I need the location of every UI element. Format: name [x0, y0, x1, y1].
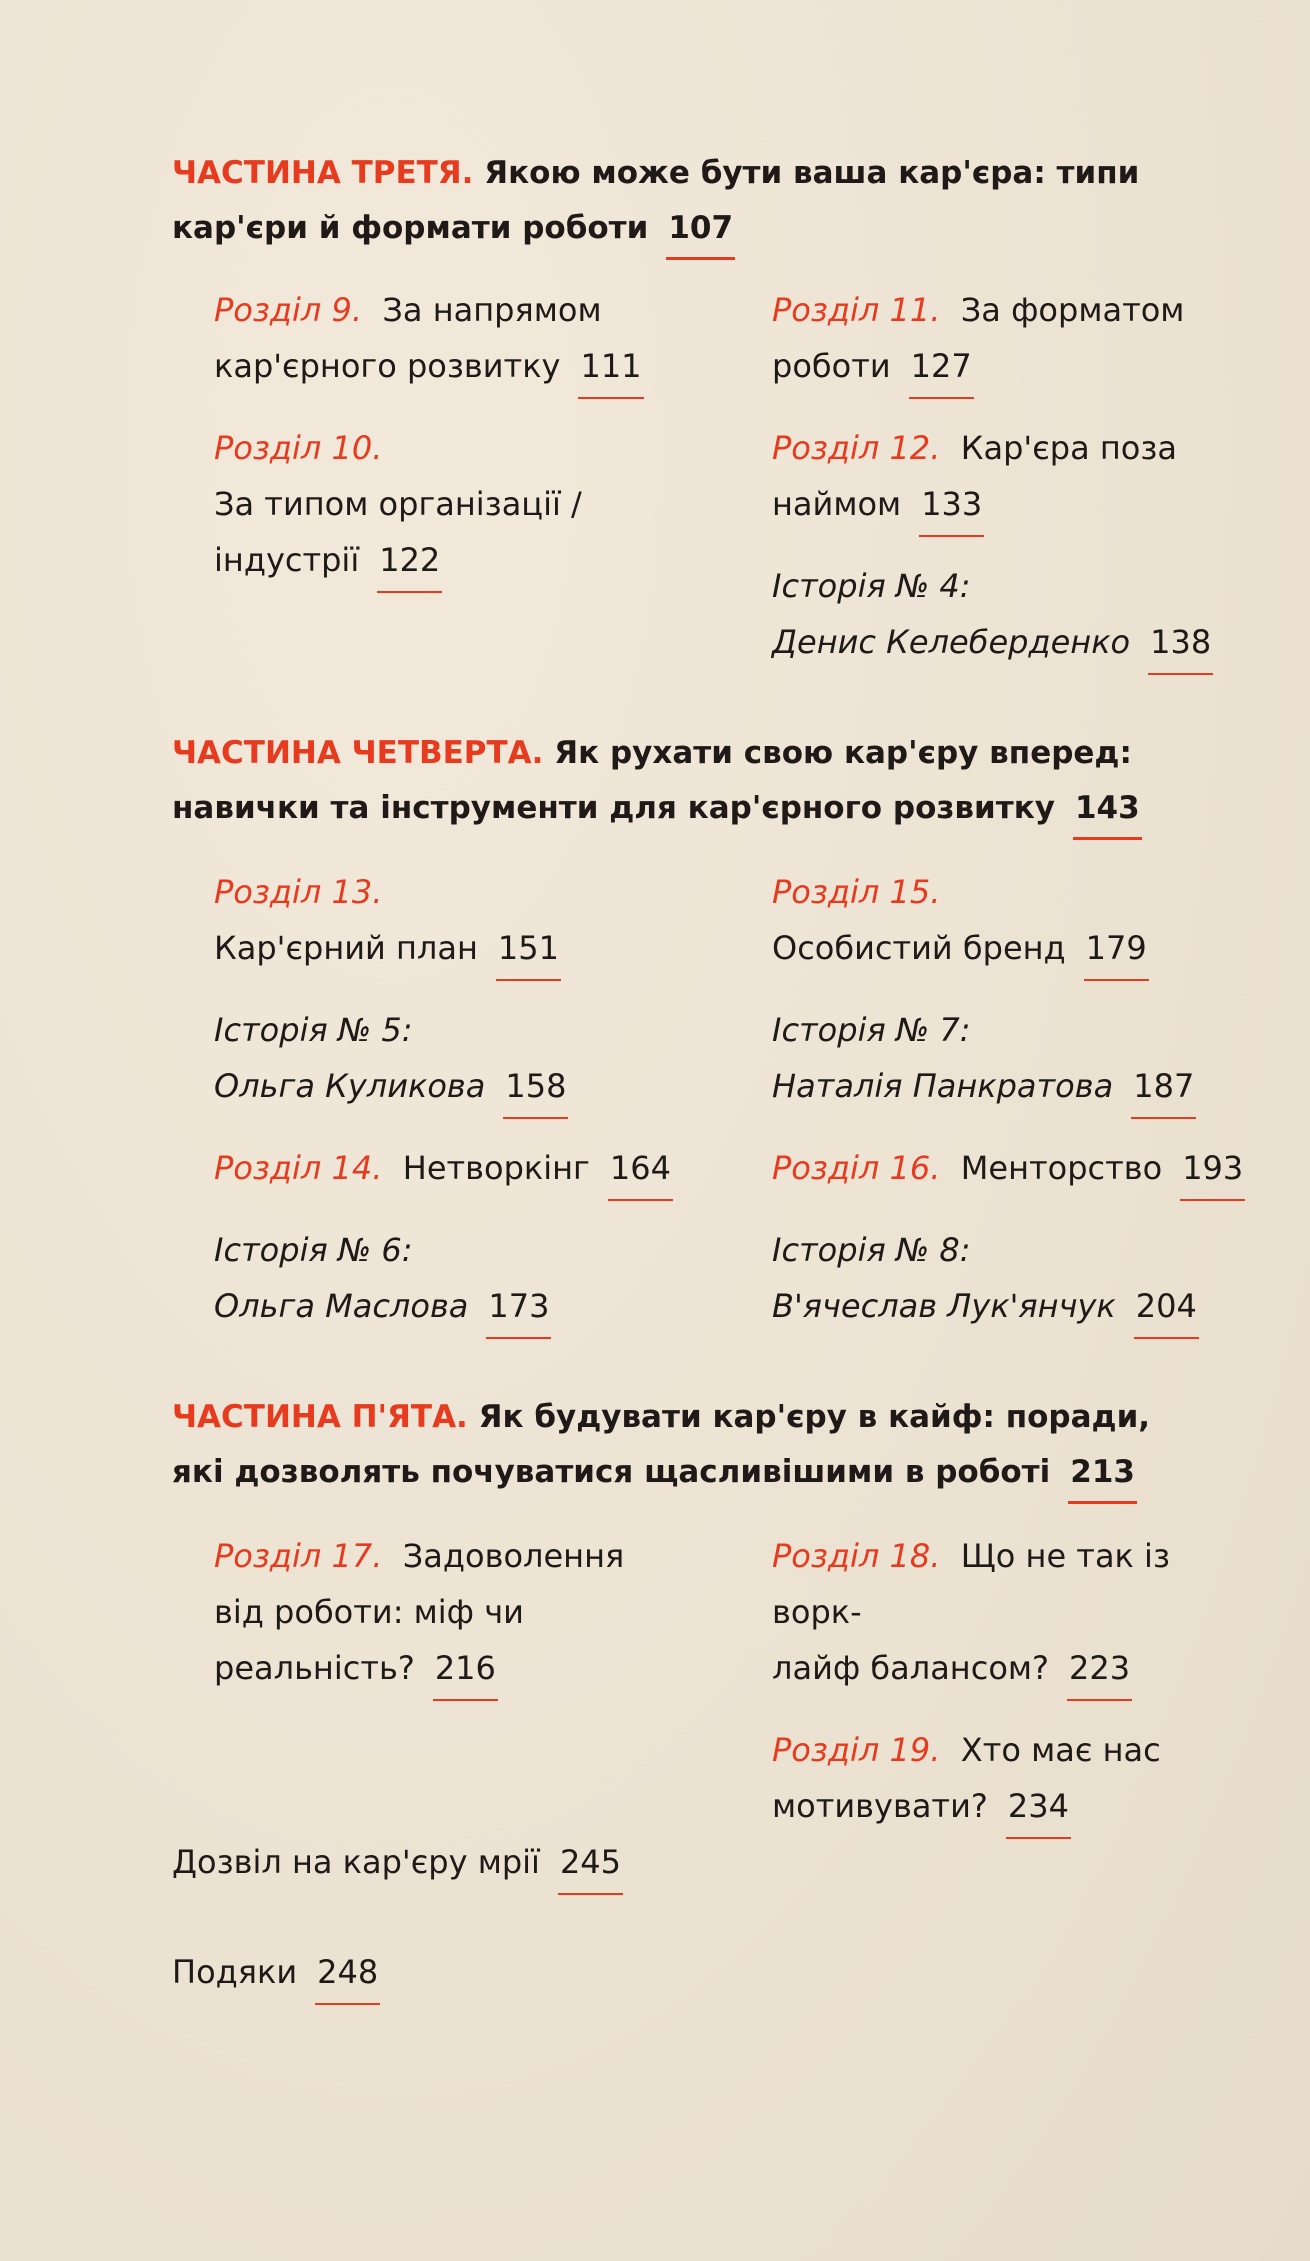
- page-number: 223: [1067, 1640, 1132, 1696]
- page-number: 213: [1068, 1445, 1137, 1500]
- toc-entry-story-4: [772, 558, 1252, 670]
- page-number: 107: [666, 201, 735, 256]
- toc-entry-chapter-17: [214, 1528, 694, 1696]
- chapter-label: Розділ 15.: [772, 873, 941, 911]
- chapter-title-cont: реальність?: [214, 1649, 415, 1687]
- story-name: Денис Келеберденко: [772, 623, 1131, 661]
- chapter-title: За форматом: [960, 291, 1185, 329]
- page-number: 133: [919, 476, 984, 532]
- chapter-label: Розділ 19.: [772, 1731, 941, 1769]
- part-four-right-column: [772, 864, 1252, 1360]
- chapter-title: Задоволення: [402, 1537, 625, 1575]
- toc-entry-story-6: [214, 1222, 694, 1334]
- chapter-label: Розділ 14.: [214, 1149, 383, 1187]
- part-three-left-column: [214, 282, 694, 614]
- page-number: 193: [1180, 1140, 1245, 1196]
- part-label: ЧАСТИНА ЧЕТВЕРТА.: [172, 735, 544, 771]
- chapter-title: За напрямом: [382, 291, 602, 329]
- story-name: Ольга Куликова: [214, 1067, 486, 1105]
- chapter-title-cont: лайф балансом?: [772, 1649, 1050, 1687]
- toc-entry-chapter-15: [772, 864, 1252, 976]
- toc-entry-chapter-18: [772, 1528, 1252, 1696]
- page-number: 111: [578, 338, 643, 394]
- chapter-label: Розділ 18.: [772, 1537, 941, 1575]
- chapter-title-cont: роботи: [772, 347, 891, 385]
- page-number: 122: [377, 532, 442, 588]
- part-four-heading: [172, 726, 1252, 836]
- chapter-label: Розділ 13.: [214, 873, 383, 911]
- page-number: 138: [1148, 614, 1213, 670]
- story-label: Історія № 8:: [772, 1231, 971, 1269]
- page-number: 158: [503, 1058, 568, 1114]
- chapter-label: Розділ 17.: [214, 1537, 383, 1575]
- part-title-cont: кар'єри й формати роботи: [172, 210, 649, 246]
- chapter-title-cont: індустрії: [214, 541, 360, 579]
- story-label: Історія № 6:: [214, 1231, 413, 1269]
- part-label: ЧАСТИНА П'ЯТА.: [172, 1399, 468, 1435]
- toc-entry-story-5: [214, 1002, 694, 1114]
- part-title-cont: які дозволять почуватися щасливішими в роботі: [172, 1454, 1051, 1490]
- chapter-title-cont: від роботи: міф чи: [214, 1593, 524, 1631]
- chapter-title: Що не так із ворк-: [772, 1537, 1170, 1631]
- page-number: 143: [1073, 781, 1142, 836]
- part-five-left-column: [214, 1528, 694, 1722]
- part-title: Як будувати кар'єру в кайф: поради,: [478, 1399, 1151, 1435]
- page-number: 216: [433, 1640, 498, 1696]
- chapter-label: Розділ 16.: [772, 1149, 941, 1187]
- chapter-label: Розділ 10.: [214, 429, 383, 467]
- part-five-right-column: [772, 1528, 1252, 1860]
- part-four-left-column: [214, 864, 694, 1360]
- entry-title: Дозвіл на кар'єру мрії: [172, 1843, 540, 1881]
- story-name: В'ячеслав Лук'янчук: [772, 1287, 1116, 1325]
- chapter-title: Особистий бренд: [772, 929, 1066, 967]
- story-label: Історія № 4:: [772, 567, 971, 605]
- chapter-label: Розділ 9.: [214, 291, 363, 329]
- page-number: 151: [496, 920, 561, 976]
- page-number: 173: [486, 1278, 551, 1334]
- page-number: 179: [1084, 920, 1149, 976]
- story-label: Історія № 5:: [214, 1011, 413, 1049]
- toc-entry-story-7: [772, 1002, 1252, 1114]
- toc-entry-chapter-11: [772, 282, 1252, 394]
- chapter-label: Розділ 11.: [772, 291, 941, 329]
- chapter-title: Хто має нас: [960, 1731, 1161, 1769]
- chapter-title: За типом організації /: [214, 485, 582, 523]
- toc-entry-chapter-10: [214, 420, 694, 588]
- story-name: Ольга Маслова: [214, 1287, 469, 1325]
- part-five-heading: [172, 1390, 1252, 1500]
- chapter-title-cont: мотивувати?: [772, 1787, 988, 1825]
- chapter-title: Менторство: [960, 1149, 1163, 1187]
- part-three-heading: [172, 146, 1252, 256]
- part-title: Якою може бути ваша кар'єра: типи: [484, 155, 1140, 191]
- part-three-right-column: [772, 282, 1252, 696]
- page-number: 187: [1131, 1058, 1196, 1114]
- chapter-title: Нетворкінг: [402, 1149, 590, 1187]
- page-number: 127: [909, 338, 974, 394]
- toc-entry-dream-career: [172, 1834, 623, 1890]
- part-title-cont: навички та інструменти для кар'єрного розвитку: [172, 790, 1055, 826]
- part-label: ЧАСТИНА ТРЕТЯ.: [172, 155, 474, 191]
- toc-entry-chapter-14: [214, 1140, 694, 1196]
- toc-entry-chapter-19: [772, 1722, 1252, 1834]
- chapter-label: Розділ 12.: [772, 429, 941, 467]
- toc-entry-story-8: [772, 1222, 1252, 1334]
- page-number: 234: [1006, 1778, 1071, 1834]
- toc-entry-chapter-9: [214, 282, 694, 394]
- chapter-title: Кар'єра поза: [960, 429, 1177, 467]
- part-title: Як рухати свою кар'єру вперед:: [554, 735, 1132, 771]
- entry-title: Подяки: [172, 1953, 298, 1991]
- toc-entry-acknowledgements: [172, 1944, 380, 2000]
- toc-entry-chapter-13: [214, 864, 694, 976]
- chapter-title-cont: кар'єрного розвитку: [214, 347, 561, 385]
- story-label: Історія № 7:: [772, 1011, 971, 1049]
- story-name: Наталія Панкратова: [772, 1067, 1114, 1105]
- chapter-title-cont: наймом: [772, 485, 902, 523]
- chapter-title: Кар'єрний план: [214, 929, 478, 967]
- page-number: 164: [608, 1140, 673, 1196]
- toc-entry-chapter-12: [772, 420, 1252, 532]
- toc-entry-chapter-16: [772, 1140, 1252, 1196]
- page-number: 204: [1134, 1278, 1199, 1334]
- page-number: 245: [558, 1834, 623, 1890]
- page-number: 248: [315, 1944, 380, 2000]
